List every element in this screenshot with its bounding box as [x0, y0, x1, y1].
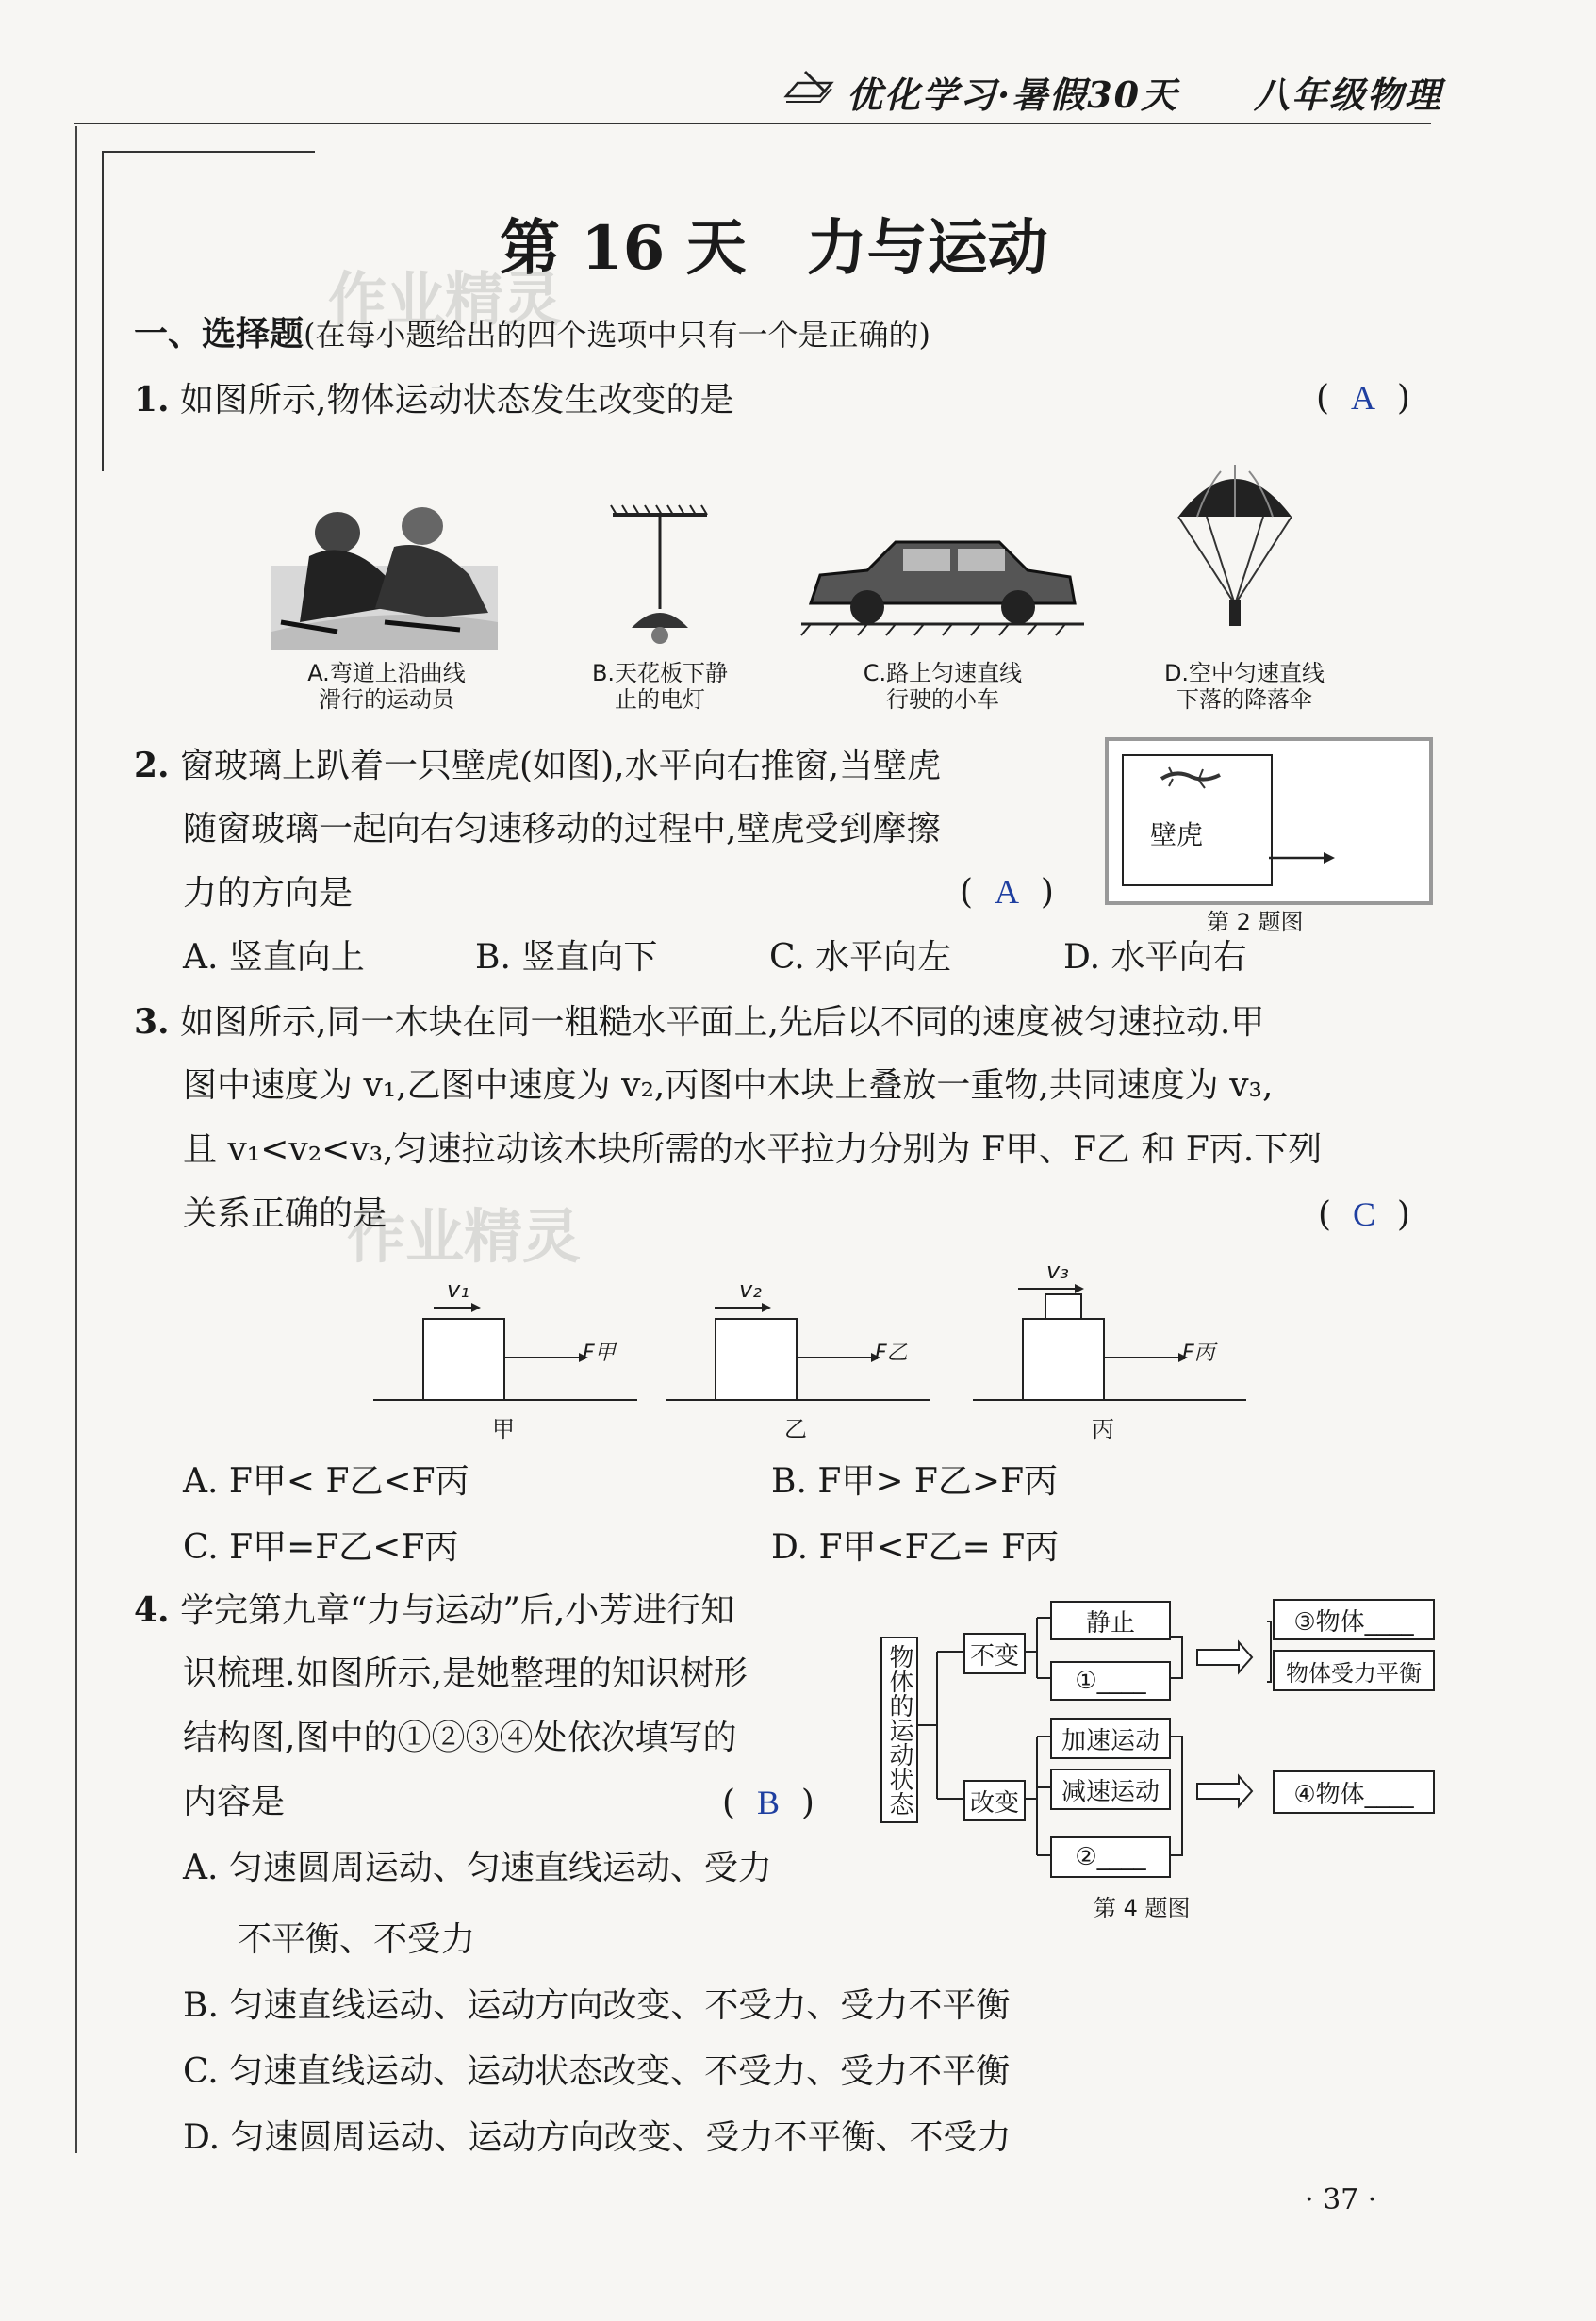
- force-label-yi: F乙: [875, 1342, 908, 1365]
- q3-line3: 且 v₁<v₂<v₃,匀速拉动该木块所需的水平拉力分别为 F甲、F乙 和 F丙.下列: [183, 1130, 1323, 1169]
- figure-label-yi: 乙: [784, 1416, 807, 1442]
- q1-answer-bracket: ( A ): [1316, 379, 1410, 418]
- header-series: 优化学习·暑假30天: [847, 74, 1179, 116]
- figure-label-bing: 丙: [1092, 1416, 1114, 1442]
- q4-line2: 识梳理.如图所示,是她整理的知识树形: [183, 1654, 748, 1693]
- tree-decel: 减速运动: [1050, 1769, 1171, 1810]
- wood-block-bing: [1022, 1318, 1105, 1401]
- q1-number: 1.: [134, 380, 170, 420]
- header: [782, 58, 1442, 115]
- velocity-arrow-yi: [715, 1301, 771, 1314]
- header-subject: 八年级物理: [1254, 74, 1443, 116]
- q3-answer-bracket: ( C ): [1318, 1195, 1410, 1234]
- section-heading: [134, 314, 930, 354]
- force-arrow-bing: [1103, 1351, 1188, 1364]
- q4-answer-bracket: ( B ): [722, 1784, 814, 1822]
- watermark-middle: 作业精灵: [347, 1202, 582, 1271]
- tree-result-3: ③物体____: [1273, 1599, 1435, 1640]
- q3-option-d: D. F甲<F乙= F丙: [771, 1528, 1060, 1567]
- car-image: [801, 528, 1084, 641]
- tree-unchanged: 不变: [963, 1633, 1026, 1674]
- q1-caption-a: A.弯道上沿曲线 滑行的运动员: [307, 660, 466, 713]
- q2-answer: A: [994, 873, 1019, 911]
- q2-line2: 随窗玻璃一起向右匀速移动的过程中,壁虎受到摩擦: [183, 810, 941, 848]
- q3-figure-jia: [373, 1273, 637, 1442]
- velocity-label-bing: v₃: [1046, 1258, 1069, 1284]
- q1-answer: A: [1350, 379, 1375, 417]
- header-rule: [74, 123, 1431, 124]
- q3-answer: C: [1352, 1195, 1375, 1233]
- q2-answer-bracket: ( A ): [960, 873, 1054, 912]
- q4-line4: 内容是: [183, 1783, 286, 1821]
- force-label-jia: F甲: [583, 1342, 616, 1365]
- q2-option-b: B. 竖直向下: [475, 938, 658, 977]
- q3-figure-yi: [666, 1273, 930, 1442]
- velocity-arrow-jia: [434, 1301, 481, 1314]
- velocity-label-jia: v₁: [447, 1276, 469, 1303]
- ground-jia: [373, 1399, 637, 1401]
- q1-text: 如图所示,物体运动状态发生改变的是: [180, 381, 734, 420]
- page-title: 第 16 天 力与运动: [500, 213, 1048, 284]
- q1-caption-b: B.天花板下静 止的电灯: [591, 660, 729, 713]
- q3-option-b: B. F甲> F乙>F丙: [771, 1462, 1059, 1501]
- ground-bing: [973, 1399, 1246, 1401]
- q4-line1: 4. 学完第九章“力与运动”后,小芳进行知: [134, 1590, 735, 1630]
- q3-number: 3.: [134, 1002, 170, 1042]
- gecko-label: 壁虎: [1150, 819, 1204, 850]
- q2-line1: 2. 窗玻璃上趴着一只壁虎(如图),水平向右推窗,当壁虎: [134, 746, 942, 785]
- q2-line3: 力的方向是: [183, 874, 354, 913]
- pen-book-icon: [782, 64, 839, 107]
- hanging-lamp-image: [603, 505, 716, 656]
- section-title: 一、选择题: [134, 314, 304, 354]
- velocity-label-yi: v₂: [739, 1276, 762, 1303]
- q1-caption-d: D.空中匀速直线 下落的降落伞: [1163, 660, 1325, 713]
- q4-option-c: C. 匀速直线运动、运动状态改变、不受力、受力不平衡: [183, 2052, 1011, 2091]
- tree-root: 物体的运动状态: [880, 1637, 918, 1823]
- push-arrow: [1269, 848, 1335, 867]
- q3-option-c: C. F甲=F乙<F丙: [183, 1528, 459, 1567]
- tree-still: 静止: [1050, 1601, 1171, 1640]
- q2-figure: [1105, 737, 1433, 905]
- q4-answer: B: [756, 1784, 780, 1821]
- q2-option-a: A. 竖直向上: [183, 938, 365, 977]
- q3-line2: 图中速度为 v₁,乙图中速度为 v₂,丙图中木块上叠放一重物,共同速度为 v₃,: [183, 1066, 1274, 1105]
- q4-option-b: B. 匀速直线运动、运动方向改变、不受力、受力不平衡: [183, 1986, 1011, 2025]
- tree-accel: 加速运动: [1050, 1718, 1171, 1759]
- q3-line1: 3. 如图所示,同一木块在同一粗糙水平面上,先后以不同的速度被匀速拉动.甲: [134, 1002, 1265, 1042]
- q1-caption-c: C.路上匀速直线 行驶的小车: [863, 660, 1023, 713]
- wood-block-yi: [715, 1318, 798, 1401]
- q2-number: 2.: [134, 746, 170, 785]
- watermark-top: 作业精灵: [328, 265, 563, 334]
- q2-option-c: C. 水平向左: [769, 938, 952, 977]
- force-arrow-jia: [503, 1351, 588, 1364]
- figure-label-jia: 甲: [492, 1416, 515, 1442]
- tree-blank-1: ①____: [1050, 1661, 1171, 1701]
- q4-figure-caption: 第 4 题图: [1094, 1895, 1191, 1921]
- page-number: · 37 ·: [1305, 2183, 1377, 2216]
- frame-left-line-upper: [102, 151, 104, 471]
- tree-result-4: ④物体____: [1273, 1770, 1435, 1814]
- q3-figure-bing: [973, 1254, 1246, 1442]
- q1-stem: [134, 380, 734, 420]
- q4-option-a-line1: A. 匀速圆周运动、匀速直线运动、受力: [183, 1849, 772, 1887]
- tree-balanced: 物体受力平衡: [1273, 1650, 1435, 1691]
- q4-line3: 结构图,图中的①②③④处依次填写的: [183, 1719, 737, 1757]
- force-label-bing: F丙: [1182, 1342, 1215, 1365]
- q3-line4: 关系正确的是: [183, 1194, 387, 1233]
- ground-yi: [666, 1399, 930, 1401]
- q4-tree: [871, 1584, 1437, 1885]
- parachute-image: [1169, 460, 1301, 639]
- q4-number: 4.: [134, 1590, 170, 1630]
- gecko-icon: [1158, 764, 1224, 792]
- frame-top-line: [102, 151, 315, 153]
- q2-figure-caption: 第 2 题图: [1207, 909, 1304, 935]
- section-note: (在每小题给出的四个选项中只有一个是正确的): [304, 317, 930, 353]
- wood-block-jia: [422, 1318, 505, 1401]
- force-arrow-yi: [796, 1351, 880, 1364]
- q2-option-d: D. 水平向右: [1063, 938, 1247, 977]
- tree-blank-2: ②____: [1050, 1836, 1171, 1878]
- frame-left-line-outer: [75, 126, 77, 2153]
- tree-changed: 改变: [963, 1780, 1026, 1821]
- q4-option-a-line2: 不平衡、不受力: [238, 1920, 476, 1959]
- skaters-image: [271, 500, 498, 650]
- q3-option-a: A. F甲< F乙<F丙: [183, 1462, 469, 1501]
- q4-option-d: D. 匀速圆周运动、运动方向改变、受力不平衡、不受力: [183, 2118, 1012, 2157]
